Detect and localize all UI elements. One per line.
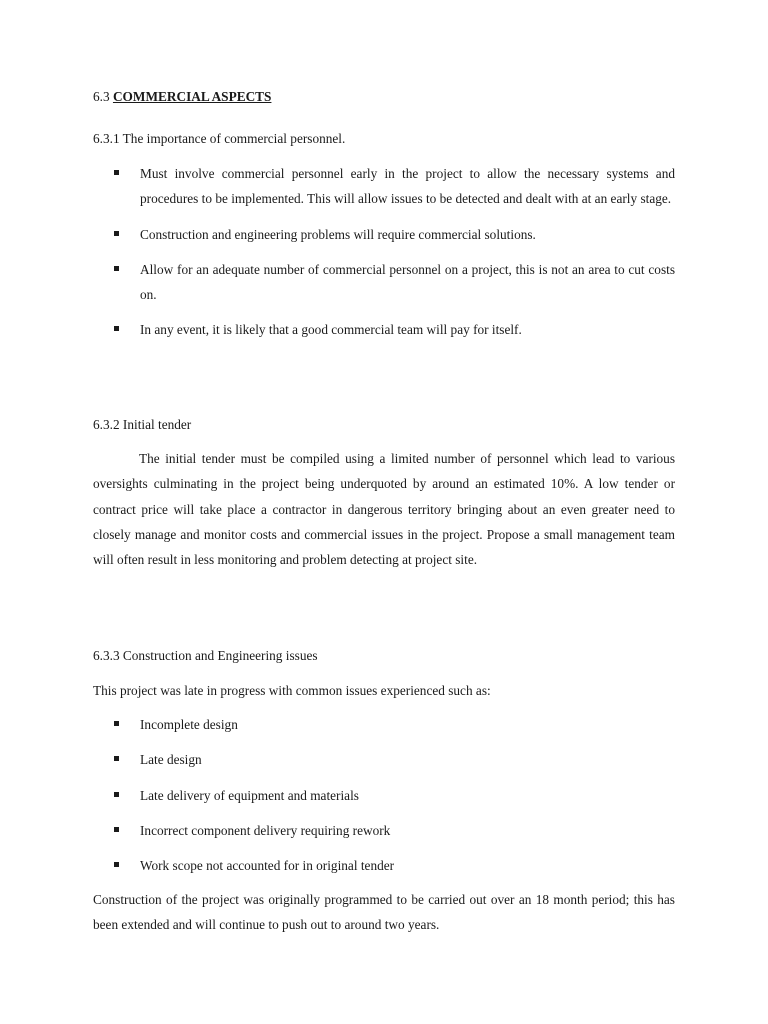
list-item	[112, 222, 675, 247]
list-item-text: Allow for an adequate number of commercial personnel on a project, this is not an area to cut costs on.	[140, 261, 675, 303]
subsection-heading-6-3-2: 6.3.2 Initial tender	[93, 417, 192, 432]
bullet-list-construction-issues	[112, 712, 675, 878]
bullet-icon	[114, 827, 119, 832]
list-item	[112, 712, 675, 737]
bullet-icon	[114, 862, 119, 867]
bullet-icon	[114, 792, 119, 797]
section-number: 6.3	[93, 89, 110, 104]
list-item-text: In any event, it is likely that a good commercial team will pay for itself.	[140, 322, 522, 338]
list-item-text: Incorrect component delivery requiring rework	[140, 822, 391, 838]
bullet-list-commercial-personnel	[112, 161, 675, 343]
subsection-heading-6-3-1: 6.3.1 The importance of commercial personnel.	[93, 131, 346, 146]
list-item-text: Late delivery of equipment and materials	[140, 787, 359, 803]
bullet-icon	[114, 170, 119, 175]
list-item	[112, 161, 675, 212]
list-item-text: Incomplete design	[140, 717, 238, 732]
bullet-icon	[114, 756, 119, 761]
subsection-heading-6-3-3: 6.3.3 Construction and Engineering issues	[93, 648, 318, 663]
issues-intro-text: This project was late in progress with common issues experienced such as:	[93, 683, 491, 698]
list-item-text: Work scope not accounted for in original tender	[140, 858, 395, 874]
list-item-text: Must involve commercial personnel early in the project to allow the necessary systems and procedures to be implemented. This will allow issues to be detected and dealt with at an early stage.	[140, 166, 675, 207]
list-item-text: Construction and engineering problems will require commercial solutions.	[140, 226, 536, 242]
bullet-icon	[114, 231, 119, 236]
list-item	[112, 818, 675, 843]
list-item	[112, 853, 675, 878]
list-item	[112, 257, 675, 308]
bullet-icon	[114, 721, 119, 726]
section-title: COMMERCIAL ASPECTS	[112, 89, 272, 104]
list-item	[112, 317, 675, 342]
bullet-icon	[114, 326, 119, 331]
schedule-closing-paragraph: Construction of the project was originally programmed to be carried out over an 18 month period; this has been extended and will continue to push out to around two years.	[93, 892, 675, 933]
list-item-text: Late design	[140, 752, 202, 768]
list-item	[112, 747, 675, 772]
section-heading	[93, 88, 271, 106]
bullet-icon	[114, 266, 119, 271]
list-item	[112, 783, 675, 808]
initial-tender-paragraph: The initial tender must be compiled using a limited number of personnel which lead to various oversights culminating in the project being underquoted by around an estimated 10%. A low tender or contract price will take place a contractor in dangerous territory bringing about an even greater need to closely manage and monitor costs and commercial issues in the project. Propose a small management team will often result in less monitoring and problem detecting at project site.	[93, 451, 675, 568]
